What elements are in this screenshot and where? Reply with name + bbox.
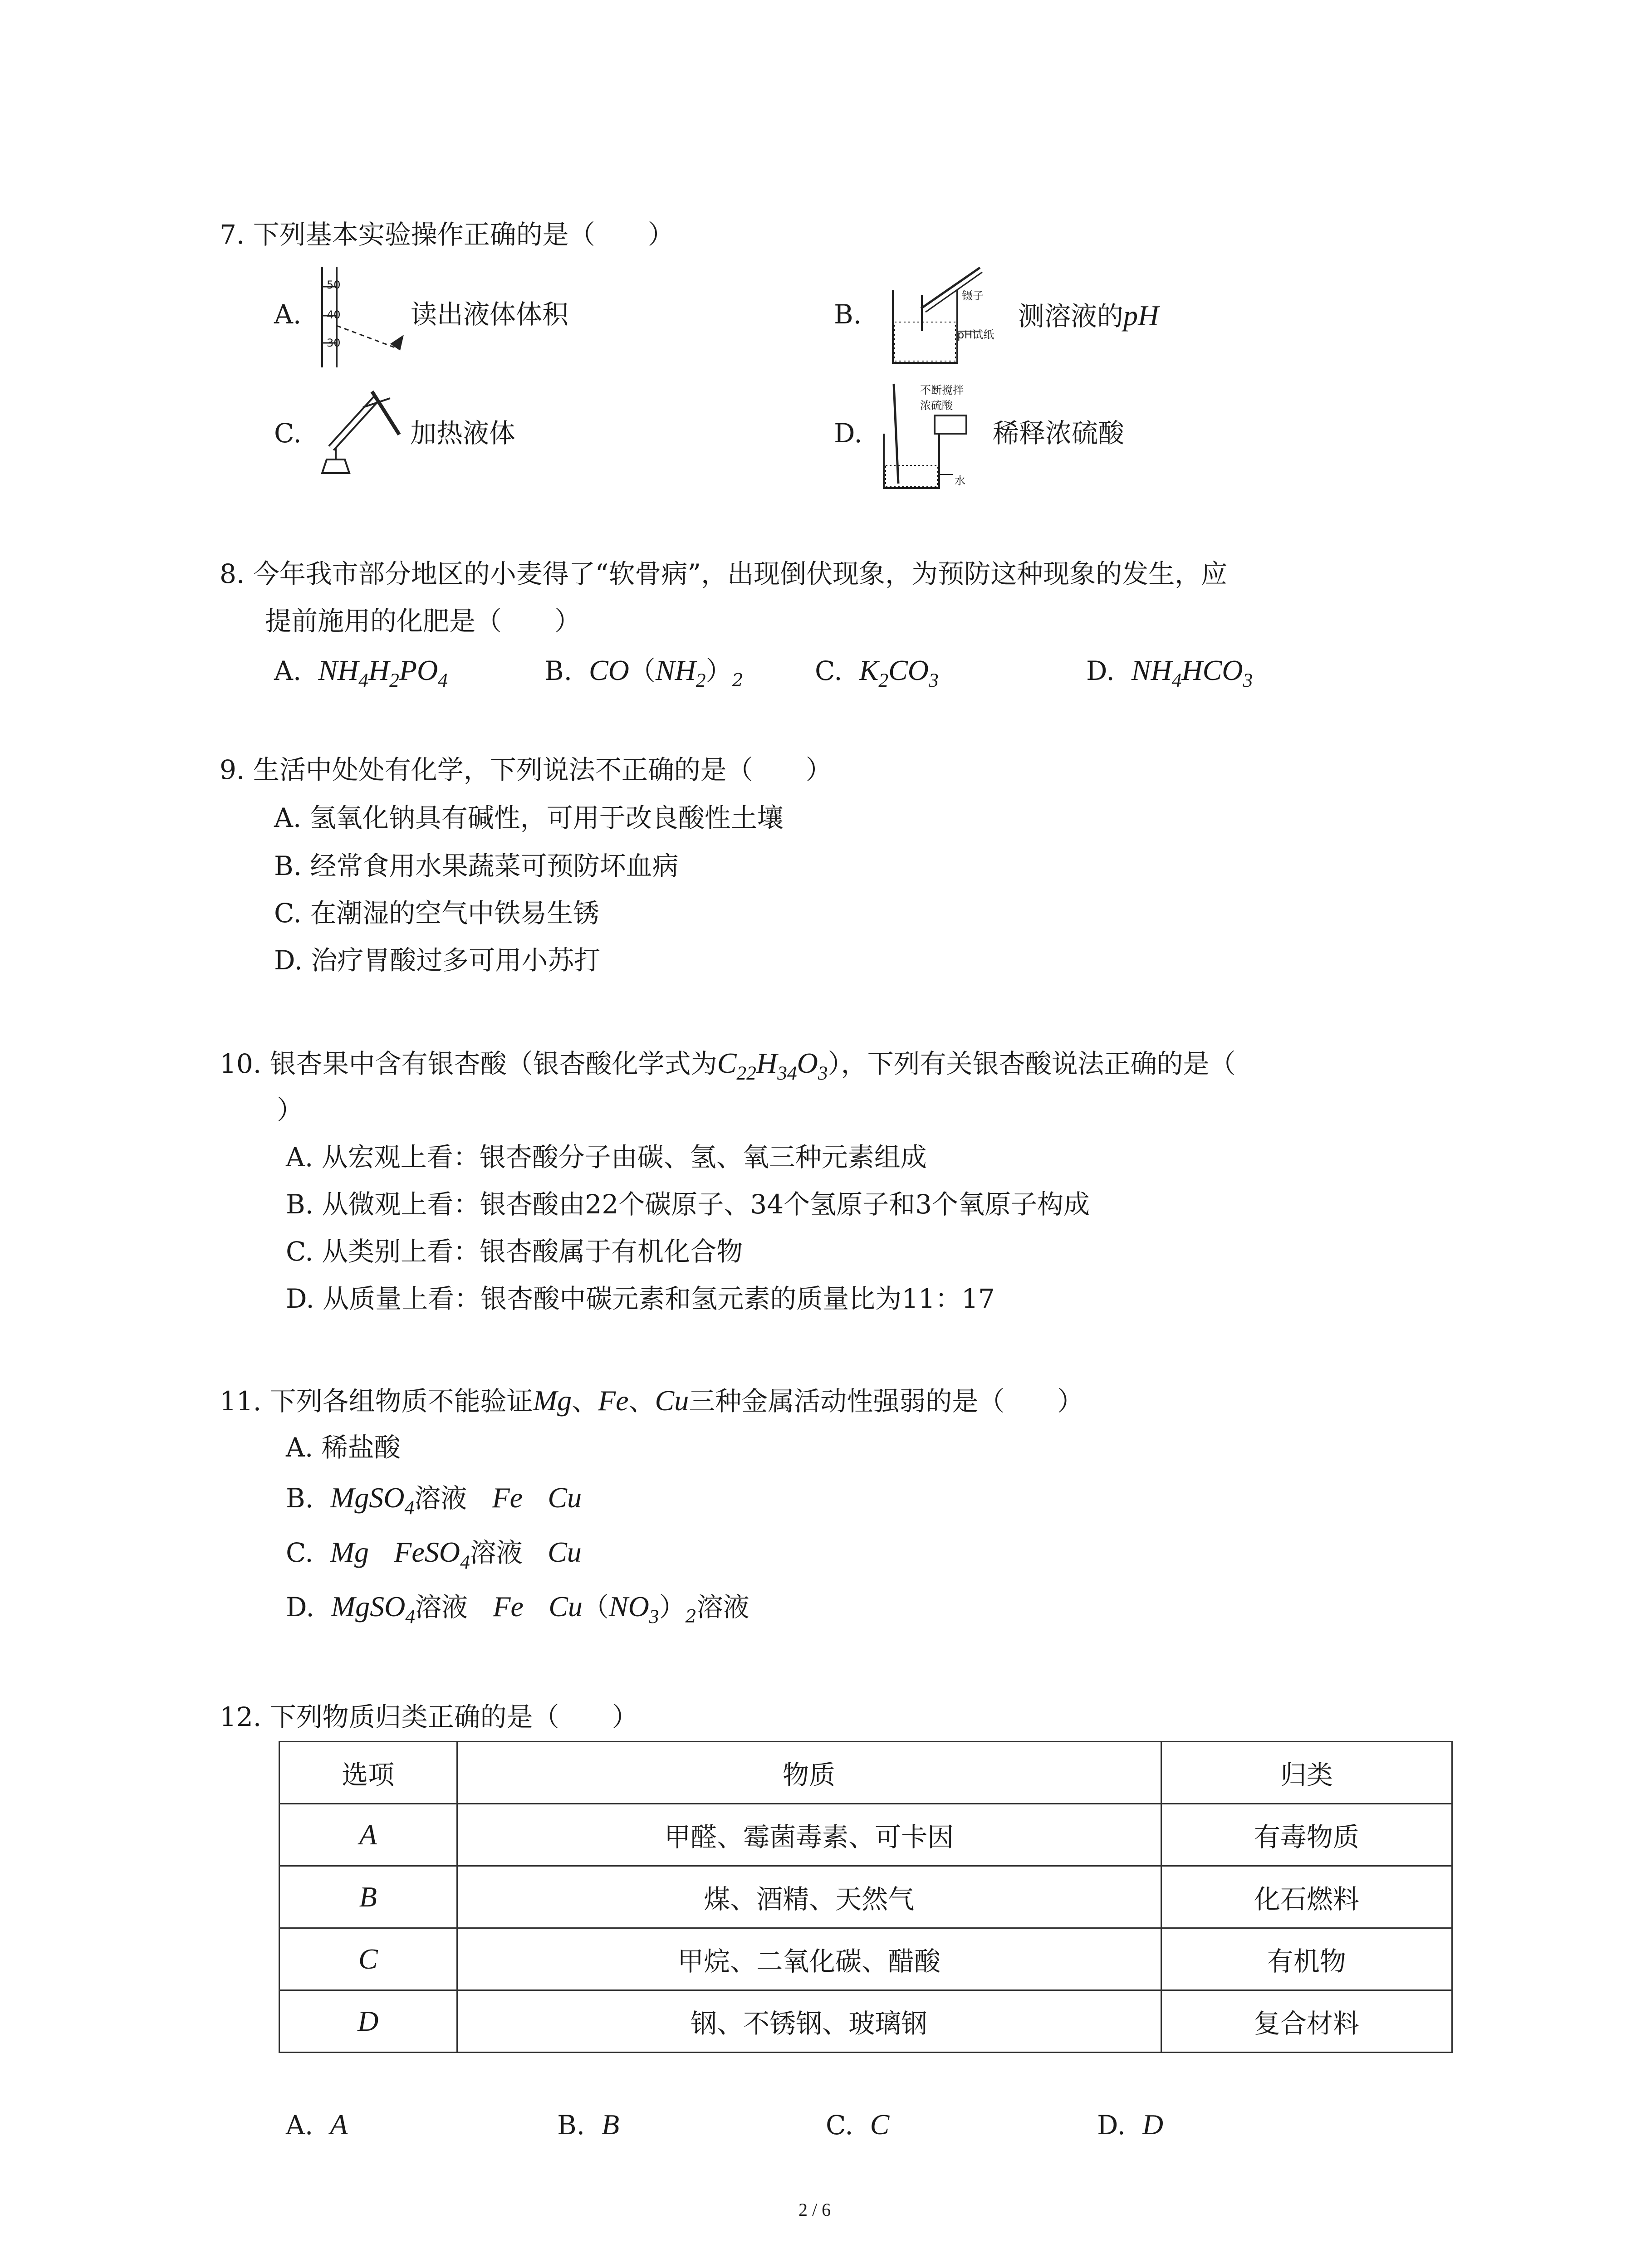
q7-option-a-letter: A.	[274, 299, 302, 330]
q11-option-c: C. Mg FeSO$_4$溶液 Cu	[286, 1536, 582, 1574]
row-option: A	[279, 1804, 457, 1866]
row-substances: 煤、酒精、天然气	[457, 1866, 1161, 1928]
row-category: 化石燃料	[1161, 1866, 1452, 1928]
q7-option-d-text: 稀释浓硫酸	[993, 418, 1125, 449]
q7-option-d-letter: D.	[834, 418, 862, 449]
q7-option-c-letter: C.	[274, 418, 302, 449]
header-category: 归类	[1161, 1742, 1452, 1804]
table-row	[279, 1804, 1452, 1866]
q11-option-b: B. MgSO$_4$溶液 Fe Cu	[286, 1481, 582, 1519]
row-substances: 甲醛、霉菌毒素、可卡因	[457, 1804, 1161, 1866]
q8-option-c: C. $K_2CO_3$	[815, 654, 939, 692]
water-label: 水	[955, 474, 965, 487]
q9-option-d: D. 治疗胃酸过多可用小苏打	[274, 945, 601, 976]
q11-option-d: D. MgSO$_4$溶液 Fe $Cu(NO_3)_2$溶液	[286, 1590, 749, 1628]
q10-stem-line1: 10. 银杏果中含有银杏酸（银杏酸化学式为$C_{22}H_{34}O_3$），下列有关银杏酸说法正确的是（	[220, 1047, 1236, 1085]
q9-stem: 9. 生活中处处有化学，下列说法不正确的是（ ）	[220, 754, 832, 785]
q8-stem-line2: 提前施用的化肥是（ ）	[265, 606, 581, 636]
q10-option-b: B. 从微观上看：银杏酸由22个碳原子、34个氢原子和3个氧原子构成	[286, 1189, 1090, 1220]
row-option: D	[279, 1990, 457, 2053]
table-header-row	[279, 1742, 1452, 1804]
page-number: 2 / 6	[798, 2200, 831, 2220]
q7-option-a-text: 读出液体体积	[411, 299, 569, 330]
q11-option-a: A. 稀盐酸	[286, 1432, 401, 1463]
q9-option-b: B. 经常食用水果蔬菜可预防坏血病	[274, 850, 679, 881]
row-substances: 钢、不锈钢、玻璃钢	[457, 1990, 1161, 2053]
q11-stem: 11. 下列各组物质不能验证Mg、Fe、Cu三种金属活动性强弱的是（ ）	[220, 1384, 1084, 1417]
q10-option-c: C. 从类别上看：银杏酸属于有机化合物	[286, 1236, 743, 1267]
q8-stem-line1: 8. 今年我市部分地区的小麦得了“软骨病”，出现倒伏现象，为预防这种现象的发生，应	[220, 558, 1228, 589]
row-substances: 甲烷、二氧化碳、醋酸	[457, 1928, 1161, 1990]
row-category: 有毒物质	[1161, 1804, 1452, 1866]
q10-stem-line2: ）	[277, 1095, 304, 1125]
q9-option-a: A. 氢氧化钠具有碱性，可用于改良酸性土壤	[274, 802, 784, 833]
q12-answer-a: A. A	[286, 2108, 348, 2141]
q8-option-d: D. $NH_4HCO_3$	[1086, 654, 1253, 692]
table-row	[279, 1866, 1452, 1928]
conc-acid-label: 浓硫酸	[920, 399, 953, 412]
q8-option-b: B. $CO(NH_2)_2$	[544, 654, 744, 692]
q7-option-b-text: 测溶液的pH	[1018, 299, 1159, 332]
heating-liquid-figure	[318, 380, 413, 484]
q8-option-a: A. $NH_4H_2PO_4$	[274, 654, 448, 692]
q12-answer-d: D. D	[1097, 2108, 1163, 2141]
cylinder-tick-30: 30	[327, 337, 341, 349]
ph-test-figure	[889, 263, 994, 372]
q12-table	[279, 1741, 1453, 2053]
q12-answer-b: B. B	[557, 2108, 620, 2141]
q10-option-d: D. 从质量上看：银杏酸中碳元素和氢元素的质量比为11：17	[286, 1283, 995, 1314]
cylinder-tick-40: 40	[327, 308, 341, 321]
q12-answer-c: C. C	[826, 2108, 890, 2141]
table-row	[279, 1990, 1452, 2053]
q10-option-a: A. 从宏观上看：银杏酸分子由碳、氢、氧三种元素组成	[286, 1142, 927, 1173]
header-option: 选项	[279, 1742, 457, 1804]
ph-paper-label: pH试纸	[957, 328, 994, 341]
table-row	[279, 1928, 1452, 1990]
q12-stem: 12. 下列物质归类正确的是（ ）	[220, 1701, 638, 1732]
header-substance: 物质	[457, 1742, 1161, 1804]
q7-stem: 7. 下列基本实验操作正确的是（ ）	[220, 219, 674, 250]
stirring-label: 不断搅拌	[920, 384, 964, 396]
row-option: C	[279, 1928, 457, 1990]
q7-option-b-letter: B.	[834, 299, 862, 330]
row-category: 复合材料	[1161, 1990, 1452, 2053]
cylinder-tick-50: 50	[327, 279, 341, 291]
row-category: 有机物	[1161, 1928, 1452, 1990]
row-option: B	[279, 1866, 457, 1928]
q9-option-c: C. 在潮湿的空气中铁易生锈	[274, 898, 600, 929]
tweezers-label: 镊子	[962, 289, 984, 302]
q7-option-c-text: 加热液体	[410, 418, 516, 449]
